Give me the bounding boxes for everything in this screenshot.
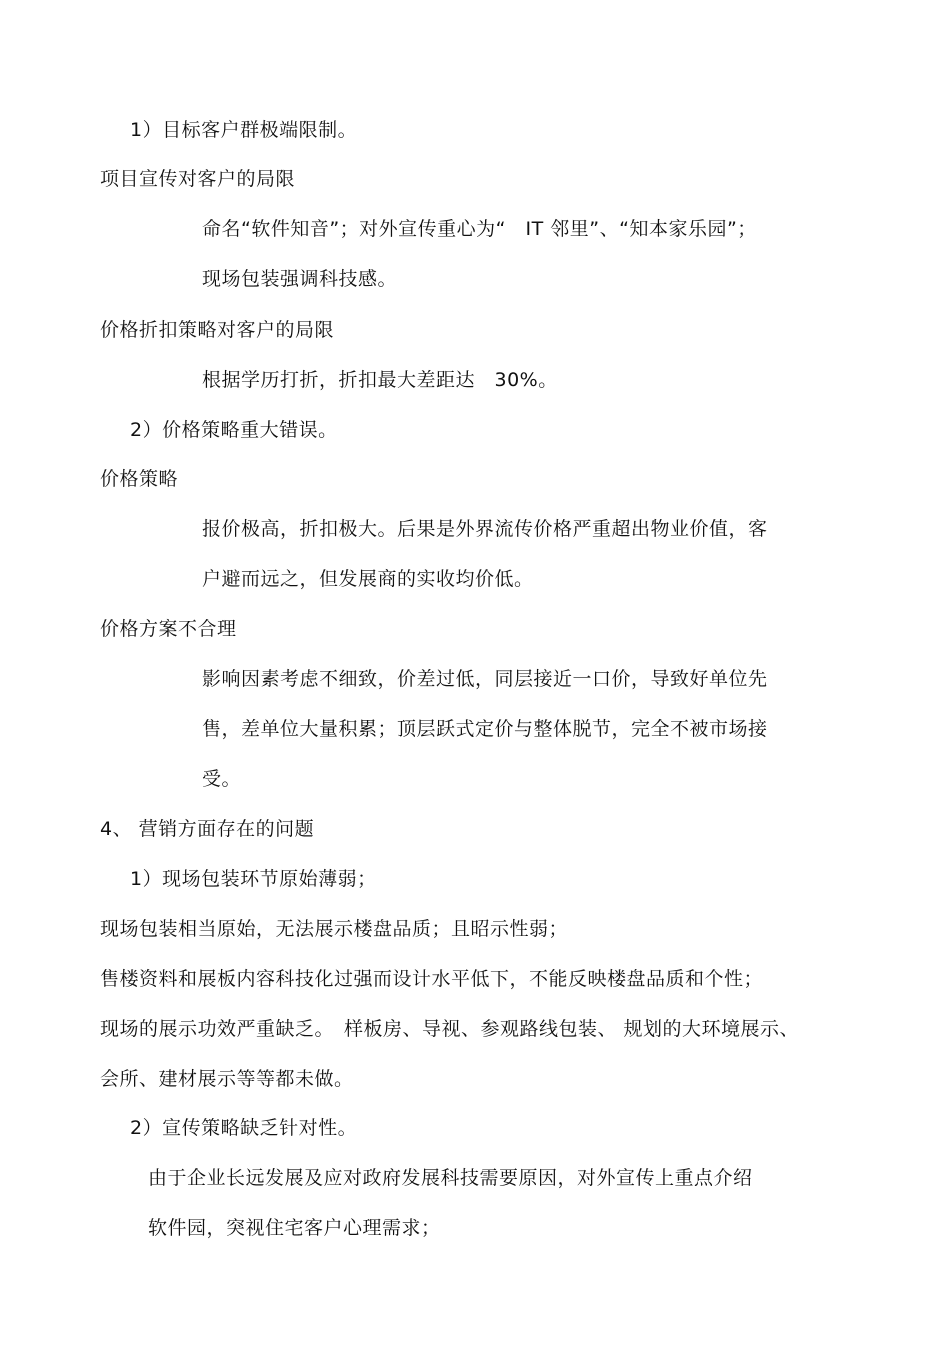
- paragraph-line: 根据学历打折，折扣最大差距达 30%。: [202, 369, 558, 391]
- paragraph-line: 由于企业长远发展及应对政府发展科技需要原因，对外宣传上重点介绍: [148, 1167, 753, 1189]
- paragraph-line: 影响因素考虑不细致，价差过低，同层接近一口价，导致好单位先: [202, 668, 768, 690]
- item-heading-price-plan: 价格方案不合理: [100, 618, 237, 640]
- subsection-heading-target-customers: 1）目标客户群极端限制。: [130, 119, 358, 141]
- subsection-heading-price-strategy-error: 2）价格策略重大错误。: [130, 419, 338, 441]
- item-heading-price-strategy: 价格策略: [100, 468, 179, 490]
- paragraph-line: 售，差单位大量积累；顶层跃式定价与整体脱节，完全不被市场接: [202, 718, 768, 740]
- item-heading-discount-limits: 价格折扣策略对客户的局限: [100, 319, 335, 341]
- subsection-heading-promotion-strategy: 2）宣传策略缺乏针对性。: [130, 1117, 358, 1139]
- paragraph-line: 现场包装相当原始，无法展示楼盘品质；且昭示性弱；: [100, 918, 569, 940]
- paragraph-line: 受。: [202, 768, 242, 790]
- paragraph-line: 软件园，突视住宅客户心理需求；: [148, 1217, 441, 1239]
- paragraph-line: 现场包装强调科技感。: [202, 268, 398, 290]
- paragraph-line: 现场的展示功效严重缺乏。 样板房、导视、参观路线包装、 规划的大环境展示、: [100, 1018, 800, 1040]
- section-heading-marketing-issues: 4、 营销方面存在的问题: [100, 818, 315, 840]
- paragraph-line: 报价极高，折扣极大。后果是外界流传价格严重超出物业价值，客: [202, 518, 768, 540]
- item-heading-promotion-limits: 项目宣传对客户的局限: [100, 168, 296, 190]
- paragraph-line: 会所、建材展示等等都未做。: [100, 1068, 354, 1090]
- paragraph-line: 命名“软件知音”；对外宣传重心为“ IT 邻里”、“知本家乐园”；: [202, 218, 757, 240]
- paragraph-line: 售楼资料和展板内容科技化过强而设计水平低下，不能反映楼盘品质和个性；: [100, 968, 764, 990]
- paragraph-line: 户避而远之，但发展商的实收均价低。: [202, 568, 534, 590]
- subsection-heading-onsite-packaging: 1）现场包装环节原始薄弱；: [130, 868, 377, 890]
